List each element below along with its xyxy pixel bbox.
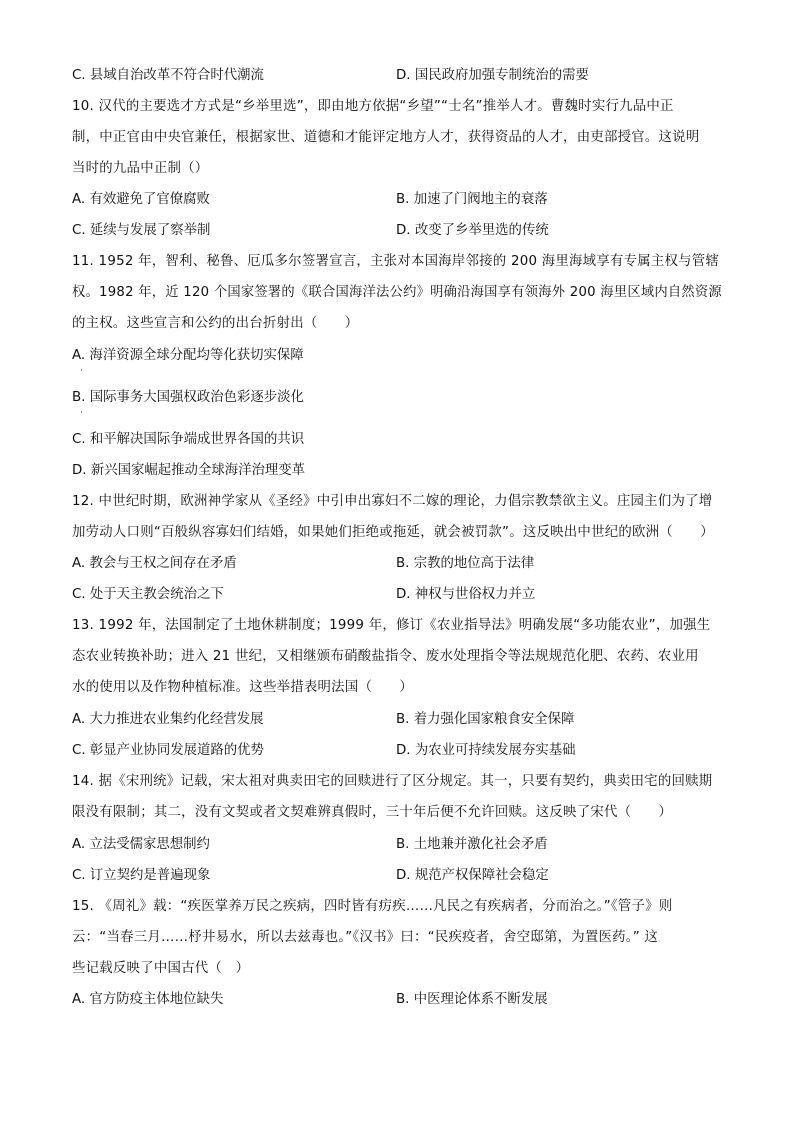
q15-option-b: B. 中医理论体系不断发展: [396, 992, 548, 1007]
q14-stem-line2: 限没有限制；其二，没有文契或者文契难辨真假时，三十年后便不允许回赎。这反映了宋代（ ）: [72, 805, 673, 820]
q10-option-b: B. 加速了门阀地主的衰落: [396, 192, 548, 207]
q12-option-b: B. 宗教的地位高于法律: [396, 556, 535, 571]
q15-option-a: A. 官方防疫主体地位缺失: [72, 992, 224, 1007]
q13-option-b: B. 着力强化国家粮食安全保障: [396, 712, 575, 727]
q10-option-d: D. 改变了乡举里选的传统: [396, 223, 549, 238]
q15-stem-line3: 些记载反映了中国古代（ ）: [72, 961, 250, 976]
q14-stem-line1: 14. 据《宋刑统》记载，宋太祖对典卖田宅的回赎进行了区分规定。其一，只要有契约，典卖田宅的回赎期: [72, 774, 713, 789]
q15-stem-line1: 15. 《周礼》载：“疾医掌养万民之疾病，四时皆有疠疾……凡民之有疾病者，分而治之。”《管子》则: [72, 899, 673, 914]
q13-stem-line3: 水的使用以及作物种植标准。这些举措表明法国（ ）: [72, 680, 414, 695]
q11-option-b: B. 国际事务大国强权政治色彩逐步淡化: [72, 390, 304, 405]
q13-option-a: A. 大力推进农业集约化经营发展: [72, 712, 264, 727]
q13-option-c: C. 彰显产业协同发展道路的优势: [72, 743, 264, 758]
q14-option-b: B. 土地兼并激化社会矛盾: [396, 837, 548, 852]
q10-option-c: C. 延续与发展了察举制: [72, 223, 211, 238]
q13-stem-line2: 态农业转换补助；进入 21 世纪，又相继颁布硝酸盐指令、废水处理指令等法规规范化肥、农药、农业用: [72, 649, 699, 664]
stray-dot-mark: ·: [80, 408, 83, 418]
q12-stem-line2: 加劳动人口则“百般纵容寡妇们结婚，如果她们拒绝或拖延，就会被罚款”。这反映出中世纪的欧洲（ ）: [72, 525, 714, 540]
q10-stem-line3: 当时的九品中正制（）: [72, 161, 209, 176]
q11-stem-line2: 权。1982 年，近 120 个国家签署的《联合国海洋法公约》明确沿海国享有领海外 200 海里区域内自然资源: [72, 285, 722, 300]
q9-option-c: C. 县域自治改革不符合时代潮流: [72, 68, 264, 83]
q9-option-d: D. 国民政府加强专制统治的需要: [396, 68, 589, 83]
q11-option-c: C. 和平解决国际争端成世界各国的共识: [72, 432, 305, 447]
q11-stem-line1: 11. 1952 年，智利、秘鲁、厄瓜多尔签署宣言，主张对本国海岸邻接的 200 海里海域享有专属主权与管辖: [72, 254, 720, 269]
q12-stem-line1: 12. 中世纪时期，欧洲神学家从《圣经》中引申出寡妇不二嫁的理论，力倡宗教禁欲主义。庄园主们为了增: [72, 494, 713, 509]
q14-option-c: C. 订立契约是普遍现象: [72, 868, 211, 883]
q10-stem-line1: 10. 汉代的主要选才方式是“乡举里选”，即由地方依据“乡望”“士名”推举人才。曹魏时实行九品中正: [72, 99, 674, 114]
q10-stem-line2: 制，中正官由中央官兼任，根据家世、道德和才能评定地方人才，获得资品的人才，由吏部授官。这说明: [72, 130, 700, 145]
q11-stem-line3: 的主权。这些宣言和公约的出台折射出（ ）: [72, 316, 359, 331]
q13-stem-line1: 13. 1992 年，法国制定了土地休耕制度；1999 年，修订《农业指导法》明确发展“多功能农业”，加强生: [72, 618, 711, 633]
q12-option-d: D. 神权与世俗权力并立: [396, 587, 536, 602]
q13-option-d: D. 为农业可持续发展夯实基础: [396, 743, 576, 758]
q10-option-a: A. 有效避免了官僚腐败: [72, 192, 210, 207]
q12-option-c: C. 处于天主教会统治之下: [72, 587, 224, 602]
q15-stem-line2: 云：“当春三月……杼井易水，所以去兹毒也。”《汉书》曰：“民疾疫者，舍空邸第，为置医药。” 这: [72, 930, 659, 945]
q11-option-d: D. 新兴国家崛起推动全球海洋治理变革: [72, 463, 306, 478]
q11-option-a: A. 海洋资源全球分配均等化获切实保障: [72, 348, 304, 363]
q14-option-a: A. 立法受儒家思想制约: [72, 837, 210, 852]
q14-option-d: D. 规范产权保障社会稳定: [396, 868, 549, 883]
stray-dot-mark: ·: [80, 366, 83, 376]
q12-option-a: A. 教会与王权之间存在矛盾: [72, 556, 237, 571]
